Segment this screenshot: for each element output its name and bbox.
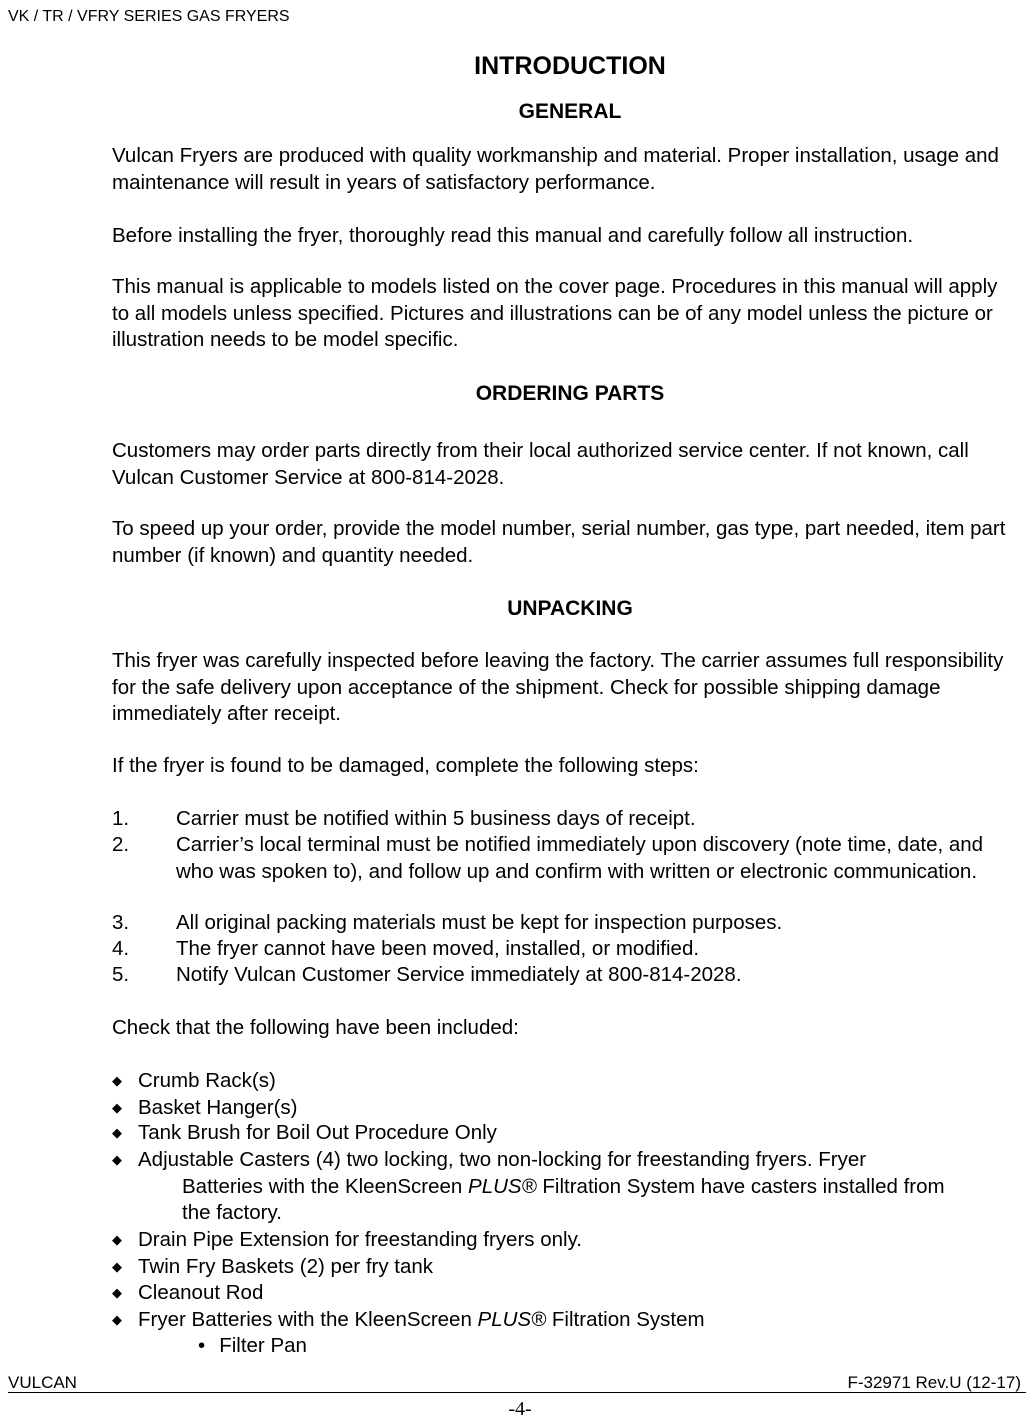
checklist-item — [112, 1280, 1027, 1307]
bullet-icon: ◆ — [112, 1259, 122, 1274]
checklist-item — [112, 1227, 1027, 1254]
checklist-item-text — [138, 1147, 1027, 1227]
checklist-item-text: Tank Brush for Boil Out Procedure Only — [138, 1121, 497, 1144]
bullet-icon: ◆ — [112, 1232, 122, 1247]
list-item-number: 4. — [112, 937, 130, 960]
general-paragraph-2: Before installing the fryer, thoroughly read this manual and carefully follow all instruction. — [112, 224, 914, 247]
text-run: Filtration System — [546, 1308, 705, 1331]
list-item-text: Carrier must be notified within 5 business days of receipt. — [176, 807, 696, 830]
checklist-item-text — [138, 1307, 1027, 1334]
ordering-paragraph-1: Customers may order parts directly from their local authorized service center. If not known, call Vulcan Customer Service at 800-814-2028. — [112, 439, 969, 489]
list-item — [112, 832, 1017, 885]
list-item-number: 5. — [112, 963, 130, 986]
bullet-icon: ◆ — [112, 1152, 122, 1167]
checklist-item-line — [182, 1174, 1027, 1201]
checklist-item — [112, 1254, 1027, 1281]
checklist-item — [112, 1095, 1027, 1122]
sub-list-item-text: Filter Pan — [219, 1334, 307, 1357]
section-heading-general: GENERAL — [518, 100, 622, 123]
checklist-item-text: Basket Hanger(s) — [138, 1096, 298, 1119]
unpacking-paragraph-3: Check that the following have been included: — [112, 1016, 519, 1039]
checklist-item — [112, 1307, 1027, 1334]
text-run: Fryer Batteries with the KleenScreen — [138, 1308, 478, 1331]
checklist-item-line: Adjustable Casters (4) two locking, two non-locking for freestanding fryers. Fryer — [138, 1148, 867, 1171]
section-heading-ordering-parts: ORDERING PARTS — [475, 382, 665, 405]
list-item-text: Notify Vulcan Customer Service immediately at 800-814-2028. — [176, 963, 742, 986]
page-title: INTRODUCTION — [474, 52, 666, 80]
list-item — [112, 962, 1017, 989]
checklist-item-text: Cleanout Rod — [138, 1281, 264, 1304]
checklist-item-line: the factory. — [182, 1201, 282, 1224]
list-item-number: 3. — [112, 911, 130, 934]
list-item-number: 1. — [112, 807, 130, 830]
checklist-item — [112, 1068, 1027, 1095]
footer-brand: VULCAN — [8, 1373, 77, 1392]
unpacking-paragraph-1: This fryer was carefully inspected before leaving the factory. The carrier assumes full responsibility for the safe delivery upon acceptance of the shipment. Check for possible shipping damage immediately after receipt. — [112, 649, 1004, 725]
checklist-item-text: Drain Pipe Extension for freestanding fryers only. — [138, 1228, 583, 1251]
ordering-paragraph-2: To speed up your order, provide the model number, serial number, gas type, part needed, item part number (if known) and quantity needed. — [112, 517, 1006, 567]
unpacking-paragraph-2: If the fryer is found to be damaged, complete the following steps: — [112, 754, 699, 777]
page-number: -4- — [508, 1398, 532, 1420]
sub-list-item — [198, 1333, 307, 1359]
list-item-text: Carrier’s local terminal must be notified immediately upon discovery (note time, date, and who was spoken to), and follow up and confirm with written or electronic communication. — [176, 833, 984, 883]
emphasis-text: PLUS® — [477, 1308, 547, 1331]
bullet-icon: ◆ — [112, 1073, 122, 1088]
general-paragraph-1: Vulcan Fryers are produced with quality workmanship and material. Proper installation, usage and maintenance will result in years of satisfactory performance. — [112, 144, 999, 194]
section-heading-unpacking: UNPACKING — [507, 597, 633, 620]
list-item-text: The fryer cannot have been moved, installed, or modified. — [176, 937, 700, 960]
text-run: Batteries with the KleenScreen — [182, 1174, 469, 1198]
checklist-item-text: Crumb Rack(s) — [138, 1069, 276, 1092]
list-item-number: 2. — [112, 833, 130, 856]
checklist-item — [112, 1120, 1027, 1147]
text-run: Filtration System have casters installed from — [536, 1174, 945, 1198]
bullet-icon: • — [198, 1334, 206, 1357]
bullet-icon: ◆ — [112, 1125, 122, 1140]
bullet-icon: ◆ — [112, 1312, 122, 1327]
document-header: VK / TR / VFRY SERIES GAS FRYERS — [8, 8, 290, 25]
bullet-icon: ◆ — [112, 1100, 122, 1115]
checklist-item-text: Twin Fry Baskets (2) per fry tank — [138, 1255, 434, 1278]
list-item-text: All original packing materials must be kept for inspection purposes. — [176, 911, 783, 934]
general-paragraph-3: This manual is applicable to models listed on the cover page. Procedures in this manual will apply to all models unless specified. Pictures and illustrations can be of any model unless the picture or illustration needs to be model specific. — [112, 275, 998, 351]
list-item — [112, 806, 1017, 833]
emphasis-text: PLUS® — [468, 1174, 537, 1198]
checklist-item — [112, 1147, 1027, 1227]
footer-document-number: F-32971 Rev.U (12-17) — [847, 1373, 1021, 1392]
footer-divider — [8, 1392, 1026, 1393]
bullet-icon: ◆ — [112, 1285, 122, 1300]
list-item — [112, 936, 1017, 963]
list-item — [112, 910, 1017, 937]
